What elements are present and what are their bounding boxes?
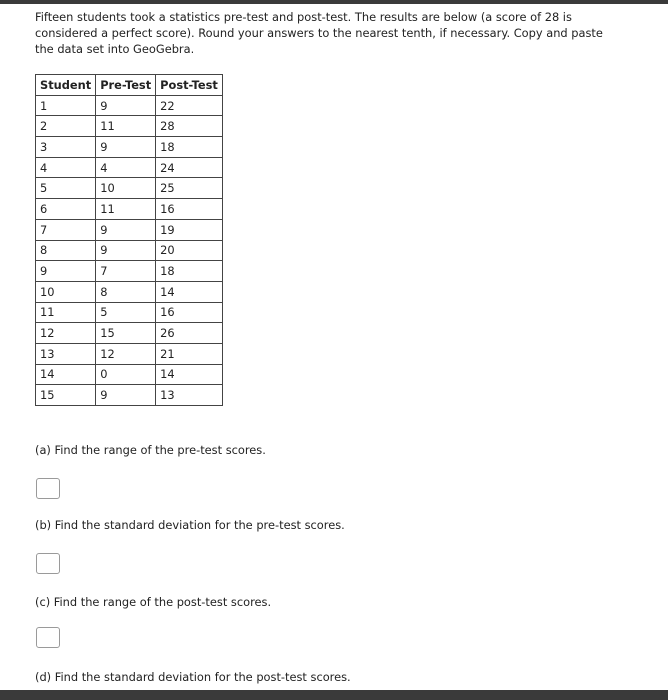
cell-student: 3 bbox=[36, 137, 96, 158]
cell-student: 8 bbox=[36, 240, 96, 261]
cell-pre-test: 9 bbox=[96, 219, 156, 240]
table-row bbox=[36, 95, 223, 116]
cell-post-test: 24 bbox=[156, 157, 223, 178]
cell-post-test: 21 bbox=[156, 343, 223, 364]
problem-intro: Fifteen students took a statistics pre-test and post-test. The results are below (a score of 28 is considered a perfect score). Round your answers to the nearest tenth, if necessary. Copy and paste the data set into GeoGebra. bbox=[35, 10, 603, 56]
table-row bbox=[36, 302, 223, 323]
cell-post-test: 14 bbox=[156, 281, 223, 302]
cell-student: 6 bbox=[36, 199, 96, 220]
table-row bbox=[36, 364, 223, 385]
cell-post-test: 26 bbox=[156, 323, 223, 344]
table-row bbox=[36, 261, 223, 282]
data-table bbox=[35, 74, 223, 406]
cell-student: 12 bbox=[36, 323, 96, 344]
header-pre-test: Pre-Test bbox=[96, 75, 156, 96]
cell-post-test: 19 bbox=[156, 219, 223, 240]
cell-student: 15 bbox=[36, 385, 96, 406]
cell-pre-test: 9 bbox=[96, 240, 156, 261]
header-student: Student bbox=[36, 75, 96, 96]
cell-student: 2 bbox=[36, 116, 96, 137]
question-c: (c) Find the range of the post-test scores. bbox=[35, 595, 272, 609]
cell-pre-test: 0 bbox=[96, 364, 156, 385]
cell-student: 7 bbox=[36, 219, 96, 240]
cell-student: 10 bbox=[36, 281, 96, 302]
question-b: (b) Find the standard deviation for the pre-test scores. bbox=[35, 518, 345, 532]
bottom-bar bbox=[0, 690, 668, 700]
table-body bbox=[36, 95, 223, 405]
cell-pre-test: 4 bbox=[96, 157, 156, 178]
top-bar bbox=[0, 0, 668, 4]
cell-post-test: 25 bbox=[156, 178, 223, 199]
answer-input-b[interactable] bbox=[36, 553, 60, 574]
table-row bbox=[36, 157, 223, 178]
cell-post-test: 13 bbox=[156, 385, 223, 406]
question-a: (a) Find the range of the pre-test scores. bbox=[35, 443, 266, 457]
answer-input-c[interactable] bbox=[36, 627, 60, 648]
header-post-test: Post-Test bbox=[156, 75, 223, 96]
cell-pre-test: 8 bbox=[96, 281, 156, 302]
table-header-row bbox=[36, 75, 223, 96]
answer-input-a[interactable] bbox=[36, 478, 60, 499]
cell-post-test: 16 bbox=[156, 199, 223, 220]
cell-post-test: 14 bbox=[156, 364, 223, 385]
cell-student: 13 bbox=[36, 343, 96, 364]
table-row bbox=[36, 323, 223, 344]
cell-student: 5 bbox=[36, 178, 96, 199]
table-row bbox=[36, 219, 223, 240]
cell-post-test: 18 bbox=[156, 261, 223, 282]
cell-post-test: 28 bbox=[156, 116, 223, 137]
cell-student: 14 bbox=[36, 364, 96, 385]
table-row bbox=[36, 240, 223, 261]
cell-student: 11 bbox=[36, 302, 96, 323]
cell-post-test: 18 bbox=[156, 137, 223, 158]
cell-post-test: 20 bbox=[156, 240, 223, 261]
cell-pre-test: 7 bbox=[96, 261, 156, 282]
cell-post-test: 16 bbox=[156, 302, 223, 323]
cell-pre-test: 5 bbox=[96, 302, 156, 323]
table-row bbox=[36, 281, 223, 302]
cell-pre-test: 12 bbox=[96, 343, 156, 364]
table-row bbox=[36, 137, 223, 158]
cell-student: 9 bbox=[36, 261, 96, 282]
cell-student: 4 bbox=[36, 157, 96, 178]
cell-post-test: 22 bbox=[156, 95, 223, 116]
table-row bbox=[36, 178, 223, 199]
cell-pre-test: 9 bbox=[96, 385, 156, 406]
cell-student: 1 bbox=[36, 95, 96, 116]
cell-pre-test: 11 bbox=[96, 199, 156, 220]
table-row bbox=[36, 343, 223, 364]
cell-pre-test: 9 bbox=[96, 95, 156, 116]
cell-pre-test: 11 bbox=[96, 116, 156, 137]
table-row bbox=[36, 199, 223, 220]
cell-pre-test: 9 bbox=[96, 137, 156, 158]
cell-pre-test: 15 bbox=[96, 323, 156, 344]
table-row bbox=[36, 116, 223, 137]
table-row bbox=[36, 385, 223, 406]
question-d: (d) Find the standard deviation for the post-test scores. bbox=[35, 670, 351, 684]
cell-pre-test: 10 bbox=[96, 178, 156, 199]
